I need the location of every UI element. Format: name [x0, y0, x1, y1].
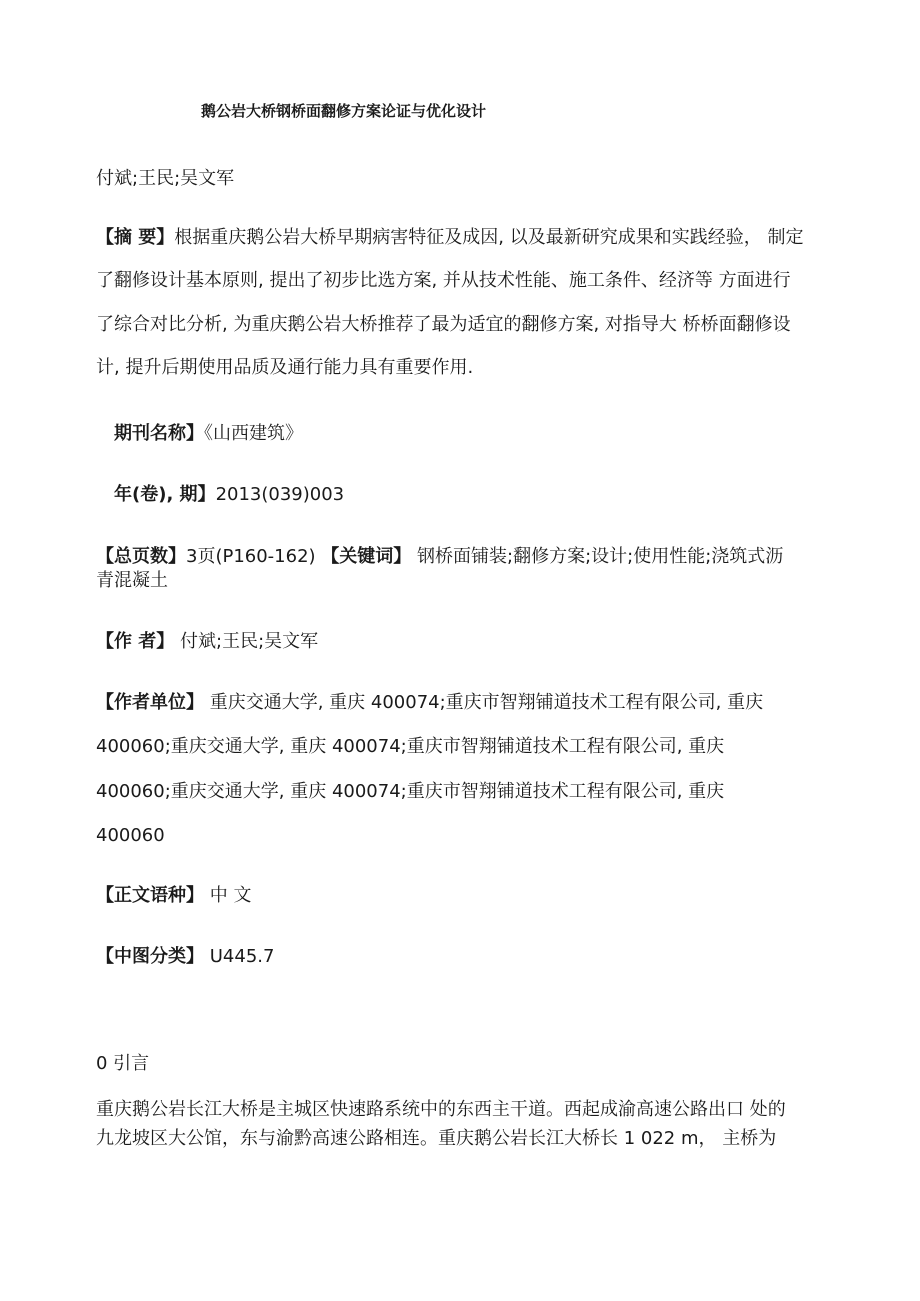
year-label: 年(卷), 期】 — [114, 484, 216, 505]
abstract-line-3: 了综合对比分析, 为重庆鹅公岩大桥推荐了最为适宜的翻修方案, 对指导大 桥桥面翻修设 — [96, 314, 791, 335]
classification-value: U445.7 — [209, 946, 275, 967]
journal-value: 《山西建筑》 — [204, 423, 303, 444]
journal-row — [114, 423, 303, 445]
abstract-line-2: 了翻修设计基本原则, 提出了初步比选方案, 并从技术性能、施工条件、经济等 方面进行 — [96, 270, 791, 291]
journal-label: 期刊名称】 — [114, 423, 204, 444]
affiliation-line-2: 400060;重庆交通大学, 重庆 400074;重庆市智翔铺道技术工程有限公司, 重庆 — [96, 736, 725, 757]
classification-row — [96, 946, 274, 968]
author-value: 付斌;王民;吴文军 — [180, 631, 319, 652]
language-value: 中 文 — [209, 885, 252, 906]
body-line-2: 九龙坡区大公馆，东与渝黔高速公路相连。重庆鹅公岩长江大桥长 1 022 m， 主桥为 — [96, 1128, 777, 1149]
year-row — [114, 484, 344, 506]
author-label: 【作 者】 — [96, 631, 175, 652]
author-row — [96, 631, 318, 653]
paper-title: 鹅公岩大桥钢桥面翻修方案论证与优化设计 — [201, 102, 487, 120]
affiliation-line-1: 重庆交通大学, 重庆 400074;重庆市智翔铺道技术工程有限公司, 重庆 — [209, 692, 764, 713]
language-row — [96, 885, 251, 907]
affiliation-line-3: 400060;重庆交通大学, 重庆 400074;重庆市智翔铺道技术工程有限公司, 重庆 — [96, 781, 725, 802]
section-heading: 0 引言 — [96, 1053, 150, 1074]
abstract-line-4: 计, 提升后期使用品质及通行能力具有重要作用. — [96, 357, 474, 378]
keywords-label: 【关键词】 — [321, 546, 412, 567]
abstract-text-1: 根据重庆鹅公岩大桥早期病害特征及成因, 以及最新研究成果和实践经验， 制定 — [174, 227, 804, 248]
body-line-1: 重庆鹅公岩长江大桥是主城区快速路系统中的东西主干道。西起成渝高速公路出口 处的 — [96, 1099, 786, 1120]
keywords-value: 钢桥面铺装;翻修方案;设计;使用性能;浇筑式沥 — [417, 546, 784, 567]
pages-keywords-row — [96, 546, 783, 568]
authors-line: 付斌;王民;吴文军 — [96, 168, 235, 189]
affiliation-label: 【作者单位】 — [96, 692, 204, 713]
keywords-line-2: 青混凝土 — [96, 570, 168, 591]
language-label: 【正文语种】 — [96, 885, 204, 906]
classification-label: 【中图分类】 — [96, 946, 204, 967]
pages-value: 3页(P160-162) — [186, 546, 316, 567]
affiliation-line-4: 400060 — [96, 825, 165, 846]
abstract-line-1 — [96, 227, 803, 249]
pages-label: 【总页数】 — [96, 546, 186, 567]
abstract-label: 【摘 要】 — [96, 227, 175, 248]
affiliation-row — [96, 692, 763, 714]
year-value: 2013(039)003 — [215, 484, 345, 505]
